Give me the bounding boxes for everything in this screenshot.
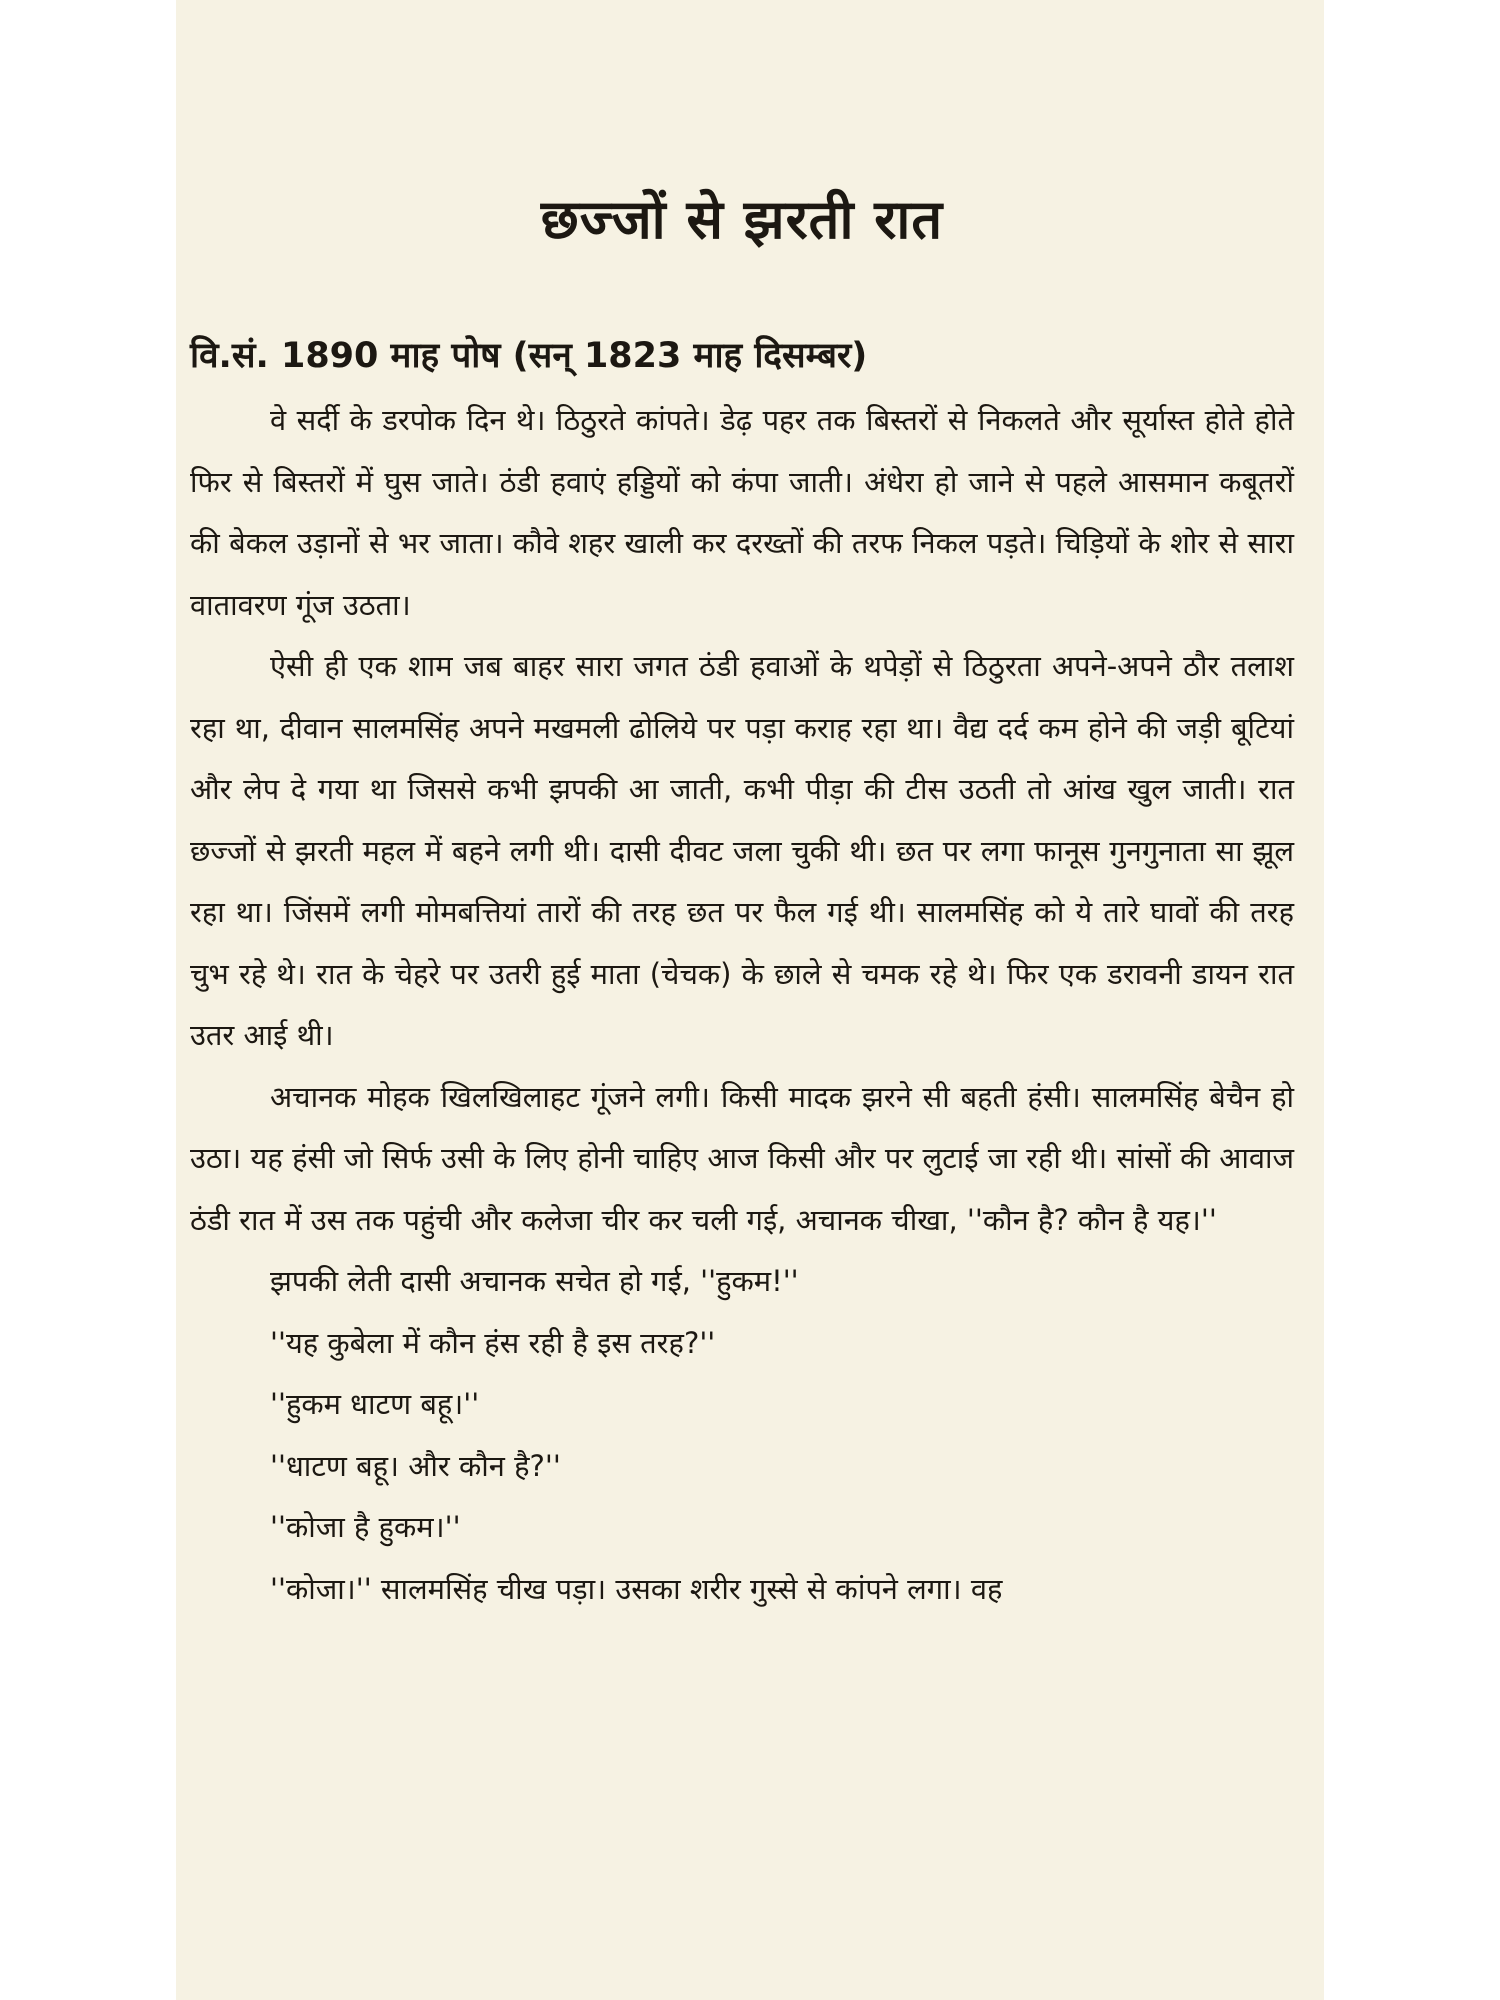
chapter-title: छज्जों से झरती रात (540, 188, 944, 251)
paragraph-1: वे सर्दी के डरपोक दिन थे। ठिठुरते कांपते। डेढ़ पहर तक बिस्तरों से निकलते और सूर्यास्त होते होते फिर से बिस्तरों में घुस जाते। ठंडी हवाएं हड्डियों को कंपा जाती। अंधेरा हो जाने से पहले आसमान कबूतरों की बेकल उड़ानों से भर जाता। कौवे शहर खाली कर दरख्तों की तरफ निकल पड़ते। चिड़ियों के शोर से सारा वातावरण गूंज उठता। (190, 403, 1294, 622)
date-heading: वि.सं. 1890 माह पोष (सन् 1823 माह दिसम्बर) (190, 336, 868, 376)
paragraph-2: ऐसी ही एक शाम जब बाहर सारा जगत ठंडी हवाओं के थपेड़ों से ठिठुरता अपने-अपने ठौर तलाश रहा था, दीवान सालमसिंह अपने मखमली ढोलिये पर पड़ा कराह रहा था। वैद्य दर्द कम होने की जड़ी बूटियां और लेप दे गया था जिससे कभी झपकी आ जाती, कभी पीड़ा की टीस उठती तो आंख खुल जाती। रात छज्जों से झरती महल में बहने लगी थी। दासी दीवट जला चुकी थी। छत पर लगा फानूस गुनगुनाता सा झूल रहा था। जिंसमें लगी मोमबत्तियां तारों की तरह छत पर फैल गई थी। सालमसिंह को ये तारे घावों की तरह चुभ रहे थे। रात के चेहरे पर उतरी हुई माता (चेचक) के छाले से चमक रहे थे। फिर एक डरावनी डायन रात उतर आई थी। (190, 649, 1294, 1052)
book-page (176, 0, 1324, 2000)
dialogue-line-6: ''कोजा।'' सालमसिंह चीख पड़ा। उसका शरीर गुस्से से कांपने लगा। वह (270, 1571, 1003, 1606)
dialogue-line-1: झपकी लेती दासी अचानक सचेत हो गई, ''हुकम!'' (270, 1264, 799, 1298)
dialogue-line-4: ''धाटण बहू। और कौन है?'' (270, 1448, 561, 1483)
paragraph-3: अचानक मोहक खिलखिलाहट गूंजने लगी। किसी मादक झरने सी बहती हंसी। सालमसिंह बेचैन हो उठा। यह हंसी जो सिर्फ उसी के लिए होनी चाहिए आज किसी और पर लुटाई जा रही थी। सांसों की आवाज ठंडी रात में उस तक पहुंची और कलेजा चीर कर चली गई, अचानक चीखा, ''कौन है? कौन है यह।'' (190, 1079, 1294, 1237)
dialogue-line-5: ''कोजा है हुकम।'' (270, 1510, 461, 1544)
dialogue-line-3: ''हुकम धाटण बहू।'' (270, 1387, 480, 1421)
dialogue-line-2: ''यह कुबेला में कौन हंस रही है इस तरह?'' (270, 1325, 716, 1360)
